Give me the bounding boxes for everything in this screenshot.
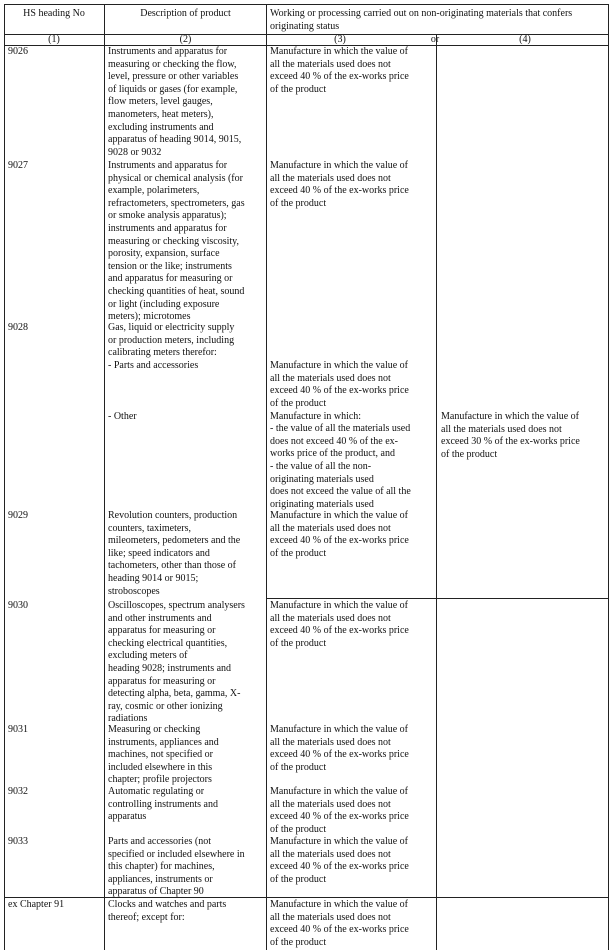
table-row-heading: ex Chapter 91 — [8, 899, 65, 910]
col-divider-2 — [266, 4, 267, 950]
table-row-rule-col3: Manufacture in which the value of all the materials used does not exceed 40 % of the ex-works price of the product — [270, 360, 409, 409]
table-row-heading: 9031 — [8, 724, 28, 735]
table-row-heading: 9030 — [8, 600, 28, 611]
table-row-description: Instruments and apparatus for measuring or checking the flow, level, pressure or other variables of liquids or gases (for example, flow meters, level gauges, manometers, heat meters), excluding instruments and apparatus of heading 9014, 9015, 9028 or 9032 — [108, 46, 242, 158]
table-row-description: Gas, liquid or electricity supply or production meters, including calibrating meters therefor: — [108, 322, 235, 359]
table-row-description: Revolution counters, production counters, taximeters, mileometers, pedometers and the like; speed indicators and tachometers, other than those of heading 9014 or 9015; stroboscopes — [108, 510, 241, 597]
table-row-description: Instruments and apparatus for physical or chemical analysis (for example, polarimeters, refractometers, spectrometers, gas or smoke analysis apparatus); instruments and apparatus for measuring or checking viscosity, porosity, expansion, surface tension or the like; instruments and apparatus for measuring or checking quantities of heat, sound or light (including exposure meters); microtomes — [108, 160, 245, 323]
row-divider-ch91 — [4, 897, 609, 898]
table-row-rule-col3-condition-a: - the value of all the materials used does not exceed 40 % of the ex- works price of the product, and — [270, 423, 411, 460]
table-row-description: Automatic regulating or controlling instruments and apparatus — [108, 786, 218, 823]
table-border-top — [4, 4, 609, 5]
table-row-heading: 9026 — [8, 46, 28, 57]
table-row-rule-col3: Manufacture in which the value of all the materials used does not exceed 40 % of the ex-works price of the product — [270, 786, 409, 835]
table-row-heading: 9029 — [8, 510, 28, 521]
table-row-rule-col3: Manufacture in which the value of all the materials used does not exceed 40 % of the ex-works price of the product — [270, 160, 409, 209]
table-row-heading: 9032 — [8, 786, 28, 797]
header-hs-heading: HS heading No — [23, 8, 85, 19]
table-row-rule-col3: Manufacture in which the value of all the materials used does not exceed 40 % of the ex-works price of the product — [270, 510, 409, 559]
col-divider-1 — [104, 4, 105, 950]
table-row-rule-col3: Manufacture in which the value of all the materials used does not exceed 40 % of the ex-works price of the product — [270, 724, 409, 773]
col-divider-3 — [436, 34, 437, 950]
table-row-description: Parts and accessories (not specified or included elsewhere in this chapter) for machines, appliances, instruments or apparatus of Chapter 90 — [108, 836, 245, 898]
table-row-rule-col4: Manufacture in which the value of all the materials used does not exceed 30 % of the ex-works price of the product — [441, 411, 580, 460]
row-divider-9030 — [266, 598, 609, 599]
table-row-description: - Parts and accessories — [108, 360, 199, 371]
table-row-rule-col3: Manufacture in which the value of all the materials used does not exceed 40 % of the ex-works price of the product — [270, 600, 409, 649]
table-row-rule-col3-condition-b: - the value of all the non- originating materials used does not exceed the value of all the originating materials used — [270, 461, 411, 510]
table-row-description: Oscilloscopes, spectrum analysers and other instruments and apparatus for measuring or checking electrical quantities, excluding meters of heading 9028; instruments and apparatus for measuring or detecting alpha, beta, gamma, X- ray, cosmic or other ionizing radiations — [108, 600, 245, 725]
table-row-heading: 9028 — [8, 322, 28, 333]
header-description: Description of product — [140, 8, 231, 19]
header-or: or — [430, 34, 440, 45]
table-row-heading: 9027 — [8, 160, 28, 171]
table-row-description: - Other — [108, 411, 137, 422]
table-row-rule-col3: Manufacture in which the value of all the materials used does not exceed 40 % of the ex-works price of the product — [270, 46, 409, 95]
header-working-processing: Working or processing carried out on non-originating materials that confers originating status — [270, 8, 573, 32]
table-row-description: Clocks and watches and parts thereof; except for: — [108, 899, 227, 923]
table-row-rule-col3: Manufacture in which the value of all the materials used does not exceed 40 % of the ex-works price of the product — [270, 836, 409, 885]
header-num-1: (1) — [48, 34, 60, 45]
header-num-3: (3) — [334, 34, 346, 45]
table-row-heading: 9033 — [8, 836, 28, 847]
table-row-description: Measuring or checking instruments, appliances and machines, not specified or included elsewhere in this chapter; profile projectors — [108, 724, 219, 786]
table-border-right — [608, 4, 609, 950]
table-border-left — [4, 4, 5, 950]
table-row-rule-col3-intro: Manufacture in which: — [270, 411, 362, 422]
header-num-2: (2) — [179, 34, 192, 45]
table-row-rule-col3: Manufacture in which the value of all the materials used does not exceed 40 % of the ex-works price of the product — [270, 899, 409, 948]
header-num-4: (4) — [519, 34, 531, 45]
